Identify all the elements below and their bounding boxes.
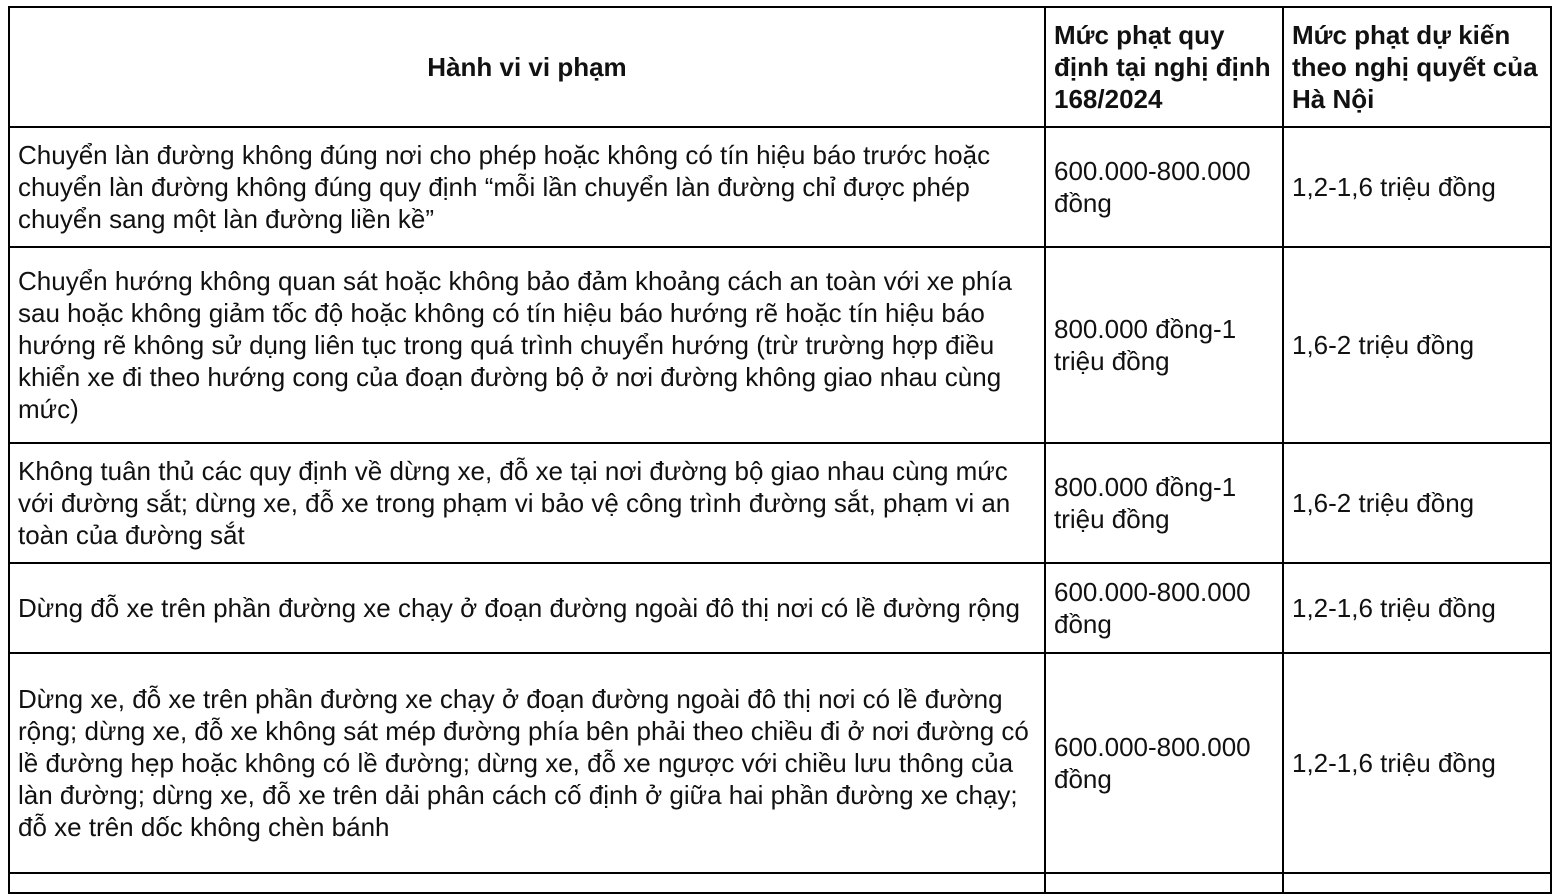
table-row — [9, 443, 1551, 563]
table-row-partial — [9, 873, 1551, 893]
fine-168-text: 800.000 đồng-1 triệu đồng — [1054, 472, 1237, 534]
table-header-row — [9, 7, 1551, 127]
fine-hanoi-text: 1,2-1,6 triệu đồng — [1292, 172, 1496, 202]
empty-cell — [9, 873, 1045, 893]
fine-168-cell — [1045, 563, 1283, 653]
table-row — [9, 247, 1551, 443]
header-violation-label: Hành vi vi phạm — [427, 52, 627, 82]
fine-hanoi-cell — [1283, 247, 1551, 443]
fine-hanoi-text: 1,6-2 triệu đồng — [1292, 330, 1475, 360]
fine-hanoi-text: 1,6-2 triệu đồng — [1292, 488, 1475, 518]
fine-168-cell — [1045, 653, 1283, 873]
violation-text: Dừng xe, đỗ xe trên phần đường xe chạy ở đoạn đường ngoài đô thị nơi có lề đường rộng; dừng xe, đỗ xe không sát mép đường phía bên phải theo chiều đi ở nơi đường có lề đường hẹp hoặc không có lề đường; dừng xe, đỗ xe ngược với chiều lưu thông của làn đường; dừng xe, đỗ xe trên dải phân cách cố định ở giữa hai phần đường xe chạy; đỗ xe trên dốc không chèn bánh — [18, 684, 1029, 842]
fine-168-text: 600.000-800.000 đồng — [1054, 577, 1251, 639]
violation-text: Dừng đỗ xe trên phần đường xe chạy ở đoạn đường ngoài đô thị nơi có lề đường rộng — [18, 593, 1020, 623]
fine-168-cell — [1045, 443, 1283, 563]
header-fine-hanoi-label: Mức phạt dự kiến theo nghị quyết của Hà Nội — [1292, 20, 1538, 114]
fine-hanoi-text: 1,2-1,6 triệu đồng — [1292, 593, 1496, 623]
empty-cell — [1283, 873, 1551, 893]
violation-text: Chuyển hướng không quan sát hoặc không bảo đảm khoảng cách an toàn với xe phía sau hoặc không giảm tốc độ hoặc không có tín hiệu báo hướng rẽ hoặc tín hiệu báo hướng rẽ không sử dụng liên tục trong quá trình chuyển hướng (trừ trường hợp điều khiển xe đi theo hướng cong của đoạn đường bộ ở nơi đường không giao nhau cùng mức) — [18, 266, 1012, 424]
fine-168-text: 600.000-800.000 đồng — [1054, 156, 1251, 218]
empty-cell — [1045, 873, 1283, 893]
fine-168-cell — [1045, 247, 1283, 443]
header-fine-168-label: Mức phạt quy định tại nghị định 168/2024 — [1054, 20, 1271, 114]
header-violation — [9, 7, 1045, 127]
violation-cell — [9, 563, 1045, 653]
fines-table — [8, 6, 1552, 894]
fine-hanoi-text: 1,2-1,6 triệu đồng — [1292, 748, 1496, 778]
fine-hanoi-cell — [1283, 127, 1551, 247]
violation-cell — [9, 247, 1045, 443]
header-fine-168 — [1045, 7, 1283, 127]
header-fine-hanoi — [1283, 7, 1551, 127]
table-row — [9, 563, 1551, 653]
fine-168-text: 600.000-800.000 đồng — [1054, 732, 1251, 794]
violation-cell — [9, 127, 1045, 247]
violation-cell — [9, 653, 1045, 873]
fine-168-cell — [1045, 127, 1283, 247]
fine-168-text: 800.000 đồng-1 triệu đồng — [1054, 314, 1237, 376]
fine-hanoi-cell — [1283, 563, 1551, 653]
fine-hanoi-cell — [1283, 443, 1551, 563]
violation-text: Không tuân thủ các quy định về dừng xe, đỗ xe tại nơi đường bộ giao nhau cùng mức với đường sắt; dừng xe, đỗ xe trong phạm vi bảo vệ công trình đường sắt, phạm vi an toàn của đường sắt — [18, 456, 1011, 550]
table-row — [9, 653, 1551, 873]
violation-text: Chuyển làn đường không đúng nơi cho phép hoặc không có tín hiệu báo trước hoặc chuyển làn đường không đúng quy định “mỗi lần chuyển làn đường chỉ được phép chuyển sang một làn đường liền kề” — [18, 140, 991, 234]
fine-hanoi-cell — [1283, 653, 1551, 873]
table-row — [9, 127, 1551, 247]
violation-cell — [9, 443, 1045, 563]
